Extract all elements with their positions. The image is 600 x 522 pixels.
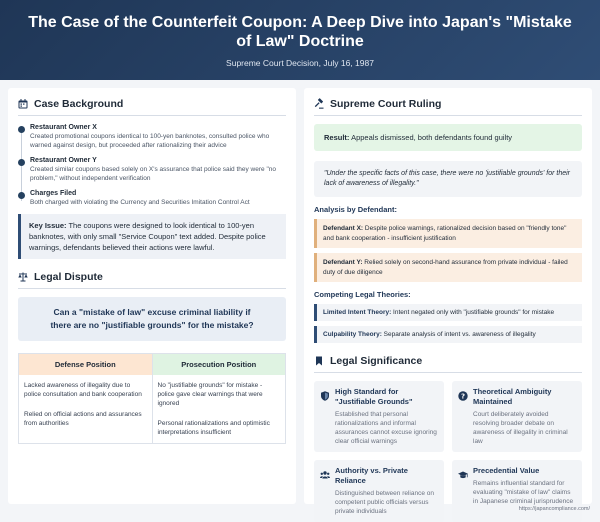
- prosecution-position-header: Prosecution Position: [153, 354, 286, 375]
- timeline-item-title: Charges Filed: [30, 190, 77, 197]
- svg-text:?: ?: [460, 392, 466, 401]
- timeline-item-text: Created promotional coupons identical to 100-yen banknotes, consulted police who warned against design, but proceeded after rationalizing their advice: [30, 133, 270, 149]
- timeline-item-text: Created similar coupons based solely on X's assurance that police said they were "no problem," without independent verification: [30, 166, 276, 182]
- timeline-dot: [18, 192, 25, 199]
- defense-position-header: Defense Position: [19, 354, 152, 375]
- timeline-dot: [18, 126, 25, 133]
- theory-text: Separate analysis of intent vs. awareness of illegality: [381, 331, 536, 338]
- key-issue-box: [18, 214, 286, 259]
- defendant-text: Despite police warnings, rationalized decision based on "friendly tone" and bank cooperation - insufficient justification: [323, 225, 567, 242]
- supreme-court-ruling-heading: [314, 98, 582, 116]
- significance-card-text: Remains influential standard for evaluating "mistake of law" claims in Japanese criminal jurisprudence: [473, 480, 574, 505]
- users-icon: [320, 467, 330, 477]
- page-title: The Case of the Counterfeit Coupon: A Deep Dive into Japan's "Mistake of Law" Doctrine: [28, 14, 572, 50]
- timeline-item: [30, 124, 286, 150]
- significance-card-text: Established that personal rationalizations and informal assurances cannot excuse ignoring clear official warnings: [335, 411, 437, 445]
- graduation-cap-icon: [458, 467, 468, 477]
- legal-theory: [314, 304, 582, 321]
- prosecution-column: [152, 354, 286, 443]
- significance-card-title: Theoretical Ambiguity Maintained: [473, 387, 552, 406]
- shield-icon: [320, 388, 330, 398]
- defendant-analysis: [314, 219, 582, 248]
- positions-table: [18, 353, 286, 444]
- legal-dispute-heading: [18, 271, 286, 289]
- significance-card-text: Distinguished between reliance on competent public officials versus private individuals: [335, 490, 435, 515]
- significance-card-title: Authority vs. Private Reliance: [335, 466, 408, 485]
- case-background-heading: [18, 98, 286, 116]
- significance-grid: [314, 381, 582, 522]
- significance-card-title: High Standard for "Justifiable Grounds": [335, 387, 413, 406]
- theory-label: Culpability Theory:: [323, 331, 382, 338]
- supreme-court-ruling-title: Supreme Court Ruling: [330, 98, 442, 110]
- defendant-text: Relied solely on second-hand assurance from private individual - failed duty of due diligence: [323, 259, 568, 276]
- significance-card: [452, 460, 582, 522]
- theory-label: Limited Intent Theory:: [323, 309, 392, 316]
- timeline-item-text: Both charged with violating the Currency and Securities Imitation Control Act: [30, 199, 250, 206]
- significance-card: [452, 381, 582, 452]
- significance-card-title: Precedential Value: [473, 466, 540, 475]
- ruling-quote: "Under the specific facts of this case, there were no 'justifiable grounds' for their lack of awareness of illegality.": [314, 161, 582, 197]
- defense-column: [19, 354, 152, 443]
- significance-card-text: Court deliberately avoided resolving broader debate on awareness of illegality in criminal law: [473, 411, 568, 445]
- result-text: Appeals dismissed, both defendants found guilty: [349, 133, 513, 142]
- footer-url[interactable]: https://japancompliance.com/: [518, 506, 590, 512]
- page-header: [0, 0, 600, 80]
- calendar-icon: [18, 99, 28, 109]
- question-icon: [458, 388, 468, 401]
- defendant-analysis: [314, 253, 582, 282]
- defendant-label: Defendant X:: [323, 225, 364, 232]
- legal-theory: [314, 326, 582, 343]
- legal-significance-title: Legal Significance: [330, 355, 423, 367]
- case-timeline: [18, 124, 286, 207]
- ruling-result-box: [314, 124, 582, 151]
- timeline-item-title: Restaurant Owner X: [30, 124, 97, 131]
- significance-card: [314, 460, 444, 522]
- theories-title: Competing Legal Theories:: [314, 290, 411, 299]
- prosecution-point: Personal rationalizations and optimistic interpretations insufficient: [157, 420, 270, 436]
- left-column: [8, 88, 296, 504]
- analysis-title: Analysis by Defendant:: [314, 205, 397, 214]
- bookmark-icon: [314, 356, 324, 366]
- legal-dispute-title: Legal Dispute: [34, 271, 103, 283]
- scales-icon: [18, 272, 28, 282]
- defense-point: Relied on official actions and assurances from authorities: [24, 411, 142, 427]
- legal-significance-heading: [314, 355, 582, 373]
- case-background-title: Case Background: [34, 98, 124, 110]
- defense-point: Lacked awareness of illegality due to police consultation and bank cooperation: [24, 382, 142, 398]
- timeline-dot: [18, 159, 25, 166]
- result-label: Result:: [324, 133, 350, 142]
- key-issue-label: Key Issue:: [29, 221, 67, 230]
- gavel-icon: [314, 99, 324, 109]
- timeline-item: [30, 157, 286, 183]
- key-issue-text: The coupons were designed to look identical to 100-yen banknotes, with only small "Service Coupon" text added. Despite police warnings, defendants believed their actions were lawful.: [29, 221, 266, 252]
- theory-text: Intent negated only with "justifiable grounds" for mistake: [391, 309, 555, 316]
- page-subtitle: Supreme Court Decision, July 16, 1987: [226, 58, 374, 68]
- timeline-item: [30, 190, 286, 207]
- defendant-label: Defendant Y:: [323, 259, 363, 266]
- dispute-question: Can a "mistake of law" excuse criminal liability if there are no "justifiable grounds" for the mistake?: [18, 297, 286, 341]
- significance-card: [314, 381, 444, 452]
- prosecution-point: No "justifiable grounds" for mistake - police gave clear warnings that were ignored: [157, 382, 263, 407]
- timeline-item-title: Restaurant Owner Y: [30, 157, 97, 164]
